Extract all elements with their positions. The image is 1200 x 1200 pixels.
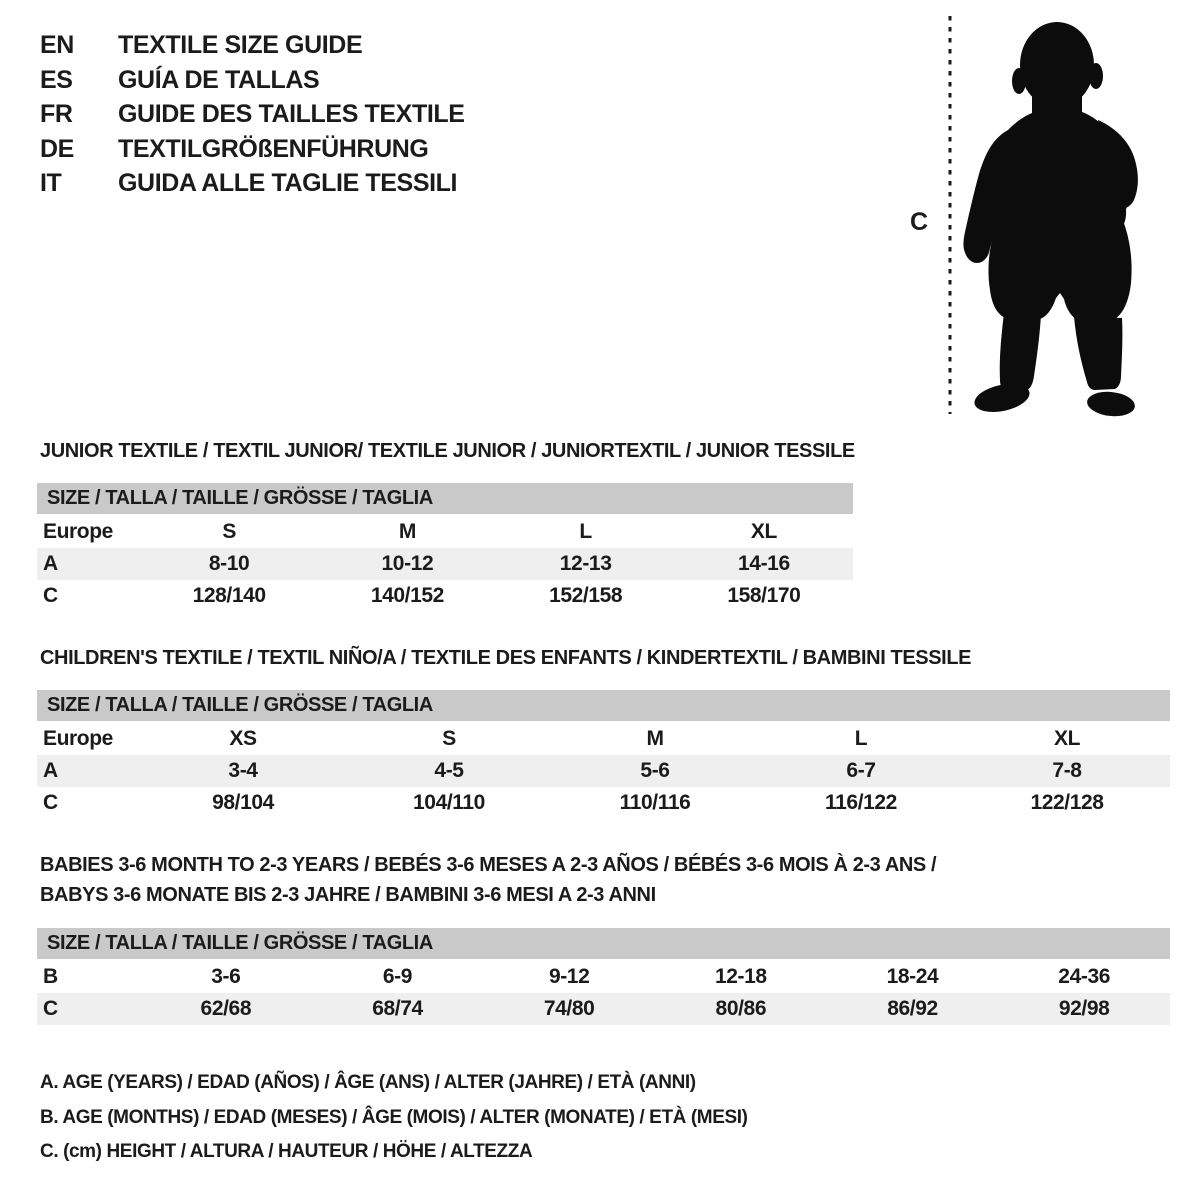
value-cell: 140/152	[370, 584, 444, 607]
junior-textile-section	[37, 436, 853, 612]
lang-title: TEXTILGRÖßENFÜHRUNG	[118, 134, 429, 163]
measure-legend	[40, 1066, 748, 1170]
value-cell: 3-4	[228, 759, 258, 782]
size-table	[37, 928, 1170, 1025]
value-cell: XS	[229, 727, 257, 750]
childrens-textile-section	[37, 643, 1170, 819]
value-cell: 62/68	[200, 997, 252, 1020]
row-label: A	[43, 759, 58, 782]
value-cell: XL	[750, 520, 777, 543]
value-cell: 116/122	[825, 791, 897, 814]
value-cell: 10-12	[381, 552, 434, 575]
size-header-bar: SIZE / TALLA / TAILLE / GRÖSSE / TAGLIA	[37, 483, 853, 514]
table-row	[37, 548, 853, 580]
value-cell: S	[222, 520, 236, 543]
value-cell: 128/140	[192, 584, 266, 607]
section-title	[37, 850, 1170, 910]
lang-title: GUIDA ALLE TAGLIE TESSILI	[118, 169, 458, 197]
value-cell: 5-6	[640, 759, 670, 782]
value-cell: 18-24	[886, 965, 939, 988]
value-cell: 122/128	[1030, 791, 1104, 814]
value-cell: S	[442, 727, 456, 750]
lang-code: FR	[40, 100, 73, 128]
value-cell: 14-16	[738, 552, 790, 575]
row-label: C	[43, 997, 58, 1020]
row-label: C	[43, 584, 58, 607]
size-table	[37, 483, 853, 612]
lang-code: EN	[40, 31, 74, 59]
value-cell: 7-8	[1052, 759, 1082, 782]
value-cell: 110/116	[619, 791, 691, 814]
row-label: Europe	[43, 520, 113, 543]
lang-title: TEXTILE SIZE GUIDE	[118, 31, 363, 59]
lang-row-en	[40, 28, 465, 63]
size-table	[37, 690, 1170, 819]
value-cell: L	[579, 520, 592, 543]
lang-code: DE	[40, 134, 74, 163]
lang-code: ES	[40, 65, 73, 94]
lang-title: GUÍA DE TALLAS	[118, 65, 320, 94]
value-cell: 12-18	[714, 965, 767, 988]
legend-line-c: C. (cm) HEIGHT / ALTURA / HAUTEUR / HÖHE / ALTEZZA	[40, 1141, 533, 1162]
value-cell: XL	[1053, 727, 1081, 750]
value-cell: L	[854, 727, 868, 750]
row-label: A	[43, 552, 58, 575]
table-row	[37, 516, 853, 548]
value-cell: 12-13	[559, 552, 612, 575]
section-title-line: JUNIOR TEXTILE / TEXTIL JUNIOR/ TEXTILE JUNIOR / JUNIORTEXTIL / JUNIOR TESSILE	[40, 440, 855, 462]
table-row	[37, 580, 853, 612]
size-header-bar: SIZE / TALLA / TAILLE / GRÖSSE / TAGLIA	[37, 690, 1170, 721]
row-label: Europe	[43, 727, 113, 750]
toddler-silhouette	[963, 22, 1137, 418]
table-row	[37, 961, 1170, 993]
language-title-list	[40, 28, 465, 201]
row-label: B	[43, 965, 58, 988]
value-cell: 158/170	[727, 584, 801, 607]
value-cell: 104/110	[413, 791, 485, 814]
toddler-figure	[890, 8, 1170, 423]
legend-line-b: B. AGE (MONTHS) / EDAD (MESES) / ÂGE (MOIS) / ALTER (MONATE) / ETÀ (MESI)	[40, 1106, 748, 1128]
section-title	[37, 643, 1170, 673]
value-cell: 6-9	[382, 965, 413, 988]
lang-row-it	[40, 166, 465, 201]
lang-code: IT	[40, 169, 62, 197]
section-title	[37, 436, 853, 466]
size-header-bar: SIZE / TALLA / TAILLE / GRÖSSE / TAGLIA	[37, 928, 1170, 959]
value-cell: 6-7	[846, 759, 876, 782]
babies-textile-section	[37, 850, 1170, 1025]
table-row	[37, 787, 1170, 819]
value-cell: 98/104	[212, 791, 274, 814]
value-cell: 74/80	[543, 997, 595, 1020]
table-row	[37, 993, 1170, 1025]
table-row	[37, 755, 1170, 787]
lang-row-fr	[40, 97, 465, 132]
value-cell: 3-6	[211, 965, 241, 988]
value-cell: 86/92	[887, 997, 938, 1020]
lang-title: GUIDE DES TAILLES TEXTILE	[118, 100, 465, 128]
value-cell: 9-12	[548, 965, 590, 988]
table-row	[37, 723, 1170, 755]
value-cell: M	[398, 520, 416, 543]
section-title-line: BABIES 3-6 MONTH TO 2-3 YEARS / BEBÉS 3-6 MESES A 2-3 AÑOS / BÉBÉS 3-6 MOIS À 2-3 ANS /	[40, 854, 937, 876]
value-cell: 8-10	[208, 552, 250, 575]
legend-line-a: A. AGE (YEARS) / EDAD (AÑOS) / ÂGE (ANS) / ALTER (JAHRE) / ETÀ (ANNI)	[40, 1072, 696, 1093]
lang-row-de	[40, 132, 465, 167]
value-cell: 4-5	[434, 759, 464, 782]
value-cell: 24-36	[1058, 965, 1111, 988]
row-label: C	[43, 791, 58, 814]
lang-row-es	[40, 63, 465, 98]
value-cell: 68/74	[372, 997, 423, 1020]
figure-measure-label: C	[910, 208, 928, 236]
section-title-line: BABYS 3-6 MONATE BIS 2-3 JAHRE / BAMBINI 3-6 MESI A 2-3 ANNI	[40, 884, 656, 906]
value-cell: 152/158	[549, 584, 623, 607]
value-cell: M	[646, 727, 664, 750]
toddler-silhouette-svg	[890, 8, 1170, 423]
value-cell: 92/98	[1058, 997, 1110, 1020]
value-cell: 80/86	[715, 997, 767, 1020]
section-title-line: CHILDREN'S TEXTILE / TEXTIL NIÑO/A / TEXTILE DES ENFANTS / KINDERTEXTIL / BAMBINI TESSILE	[40, 647, 972, 669]
